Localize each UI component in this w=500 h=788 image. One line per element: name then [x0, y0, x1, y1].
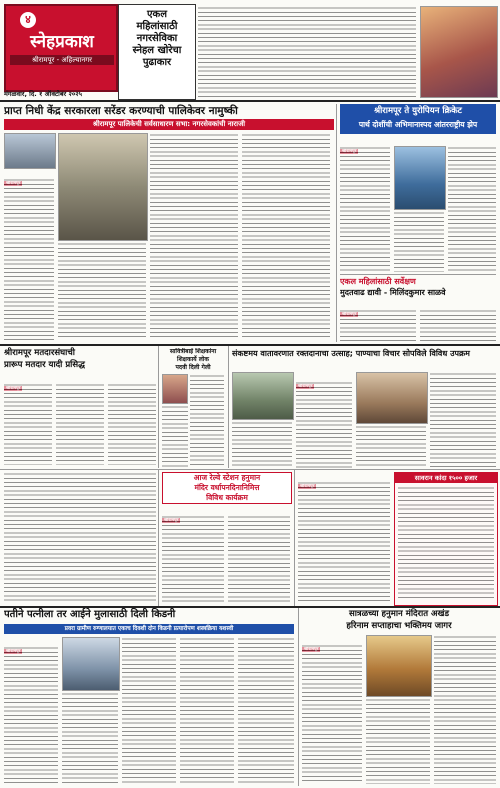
masthead-logo [4, 4, 118, 92]
box-right-heading: सावरान कांदा १५०० हजार [395, 473, 497, 483]
teacher-headline-line-3: पदवी दिली गेली [175, 364, 211, 371]
teacher-headline-line-2: शिक्षकार्ये लोक [177, 356, 209, 363]
promo-photo [420, 6, 498, 98]
masthead-subtitle: श्रीरामपूर - अहिल्यानगर [10, 55, 114, 65]
column-divider-3 [228, 346, 229, 468]
sankashti-photo-2 [356, 372, 428, 424]
bottom-right-headline [302, 608, 496, 632]
voter-col-continued [4, 472, 156, 604]
section-divider-2 [0, 469, 500, 470]
masthead-divider [0, 100, 500, 102]
box-right [394, 472, 498, 606]
bottom-right-headline-line-1: सात्रळच्या हनुमान मंदिरात अखंड [348, 609, 450, 619]
bottom-left-headline: पतीने पत्नीला तर आईने मुलासाठी दिली किडनी [4, 609, 176, 620]
column-divider-2 [158, 346, 159, 468]
top-story-col-2 [58, 242, 146, 340]
ekal-col-1 [340, 309, 416, 342]
section-divider-1 [0, 344, 500, 346]
voter-col-3 [108, 383, 156, 465]
bottom-left-band: प्रवरा ग्रामीण रुग्णालयात एकाच दिवशी दोन किडनी प्रत्यारोपण शस्त्रक्रिया यशस्वी [4, 624, 294, 634]
voter-headline-line-1: श्रीरामपूर मतदारसंघाची [4, 348, 75, 358]
ekal-headline-line-1: एकल महिलांसाठी सर्वेक्षण [340, 277, 416, 286]
promo-line-4: स्नेहल खोरेचा [132, 45, 182, 56]
cricket-photo [394, 146, 446, 210]
cricket-col-3 [448, 146, 496, 272]
promo-line-5: पुढाकार [142, 57, 172, 68]
bottom-left-photo [62, 637, 120, 691]
voter-headline-line-2: प्रारूप मतदार यादी प्रसिद्ध [4, 360, 85, 370]
issue-number: ४ [20, 12, 36, 28]
promo-line-3: नगरसेविका [136, 33, 178, 44]
cricket-col-2 [394, 211, 444, 272]
bottom-right-photo [366, 635, 432, 697]
railway-headline-line-1: आज रेल्वे स्टेशन हनुमान [193, 473, 261, 482]
teacher-col-1 [190, 374, 224, 468]
column-divider [336, 104, 337, 342]
top-story-col-4 [242, 133, 330, 340]
voter-col-2 [56, 383, 104, 465]
top-story-photo-2 [58, 133, 148, 241]
sankashti-headline: संकष्टमय वातावरणात रक्तदानाचा उत्साह; पाण्याचा विचार सोपविले विविध उपक्रम [232, 349, 470, 358]
bottom-left-col-1 [4, 646, 58, 784]
voter-col-1 [4, 383, 52, 465]
promo-article-text [198, 6, 416, 98]
sankashti-col-1 [232, 421, 292, 468]
railway-headline [162, 472, 292, 504]
cricket-headline [340, 104, 496, 134]
top-story-col-1 [4, 178, 54, 340]
teacher-col-2 [162, 405, 188, 468]
bottom-right-headline-line-2: हरिनाम सप्ताहाचा भक्तिमय जागर [346, 621, 452, 631]
ekal-col-2 [420, 309, 496, 342]
top-story-headline: प्राप्त निधी केंद्र सरकारला सरेंडर करण्याची पालिकेवर नामुष्की [4, 105, 238, 117]
teacher-photo [162, 374, 188, 404]
top-story-col-3 [150, 133, 238, 340]
column-divider-5 [294, 470, 295, 606]
promo-box [118, 4, 196, 100]
bottom-right-col-1 [302, 644, 362, 784]
ekal-headline-line-2: मुदतवाढ द्यावी - मिलिंदकुमार साळवे [340, 288, 446, 297]
cricket-col-1 [340, 146, 390, 272]
box-right-text [398, 486, 494, 601]
sankashti-photo [232, 372, 294, 420]
voter-headline [4, 347, 154, 371]
top-story-photo [4, 133, 56, 169]
bottom-right-col-2 [366, 698, 430, 784]
ekal-headline [340, 276, 496, 298]
column-divider-6 [298, 608, 299, 786]
bottom-left-col-5 [238, 637, 294, 784]
column-divider-4 [158, 470, 159, 606]
small-right-col-1 [298, 481, 390, 604]
bottom-left-col-4 [180, 637, 234, 784]
sankashti-col-2 [296, 381, 352, 468]
teacher-headline [162, 348, 224, 372]
masthead-title: स्नेहप्रकाश [30, 32, 94, 52]
teacher-headline-line-1: सावित्रीबाई शिक्षकांना [169, 348, 217, 355]
railway-col-2 [228, 515, 290, 604]
sankashti-col-3 [356, 425, 426, 468]
railway-headline-line-2: मंदिर वर्धापनदिनानिमित्त [194, 483, 260, 492]
date-line: मंगळवार, दि. १ ऑक्टोबर २०२५ [4, 90, 82, 98]
bottom-left-col-2 [62, 692, 118, 784]
bottom-right-col-3 [434, 635, 496, 784]
cricket-headline-line-2: पार्थ दोशींची अभिमानास्पद आंतरराष्ट्रीय झेप [358, 120, 478, 129]
railway-col-1 [162, 515, 224, 604]
railway-headline-line-3: विविध कार्यक्रम [206, 493, 248, 502]
sankashti-col-4 [430, 372, 496, 468]
bottom-left-col-3 [122, 637, 176, 784]
promo-line-2: महिलांसाठी [136, 21, 178, 32]
cricket-divider [340, 274, 496, 275]
top-story-band: श्रीरामपूर पालिकेची सर्वसाधारण सभा: नगरसेवकांची नाराजी [4, 119, 334, 130]
promo-line-1: एकल [147, 9, 167, 20]
cricket-headline-line-1: श्रीरामपूर ते युरोपियन क्रिकेट [374, 106, 462, 116]
